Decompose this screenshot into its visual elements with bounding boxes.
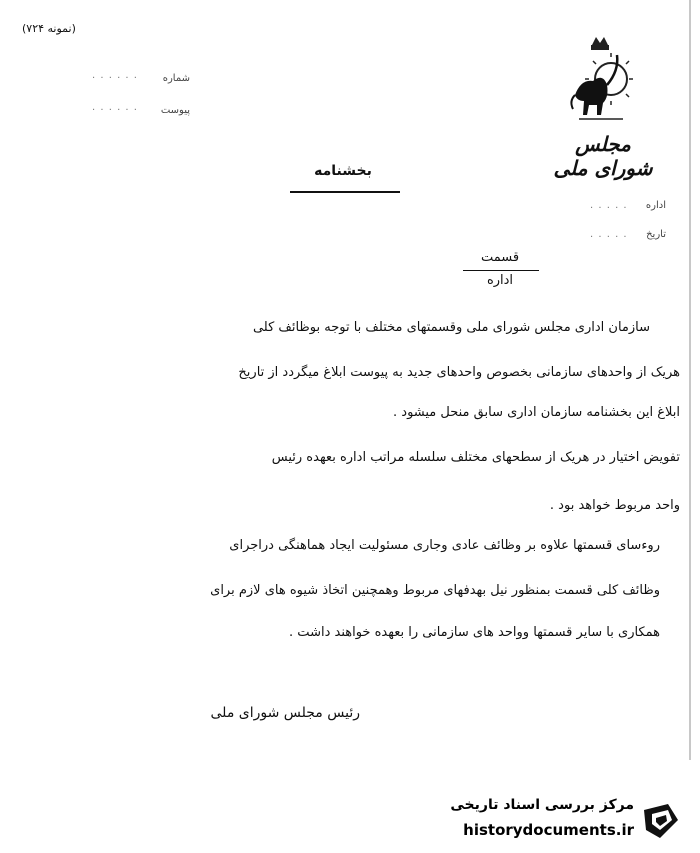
signature-line: رئیس مجلس شورای ملی [210,705,360,721]
body-line: همکاری با سایر قسمتها وواحد های سازمانی را بعهده خواهند داشت . [289,625,660,640]
body-line: ابلاغ این بخشنامه سازمان اداری سابق منحل میشود . [393,405,680,420]
watermark-url: historydocuments.ir [463,821,634,839]
section-sub-label: اداره [486,273,514,288]
attachment-dots: · · · · · · [92,105,138,116]
body-line: وظائف کلی قسمت بمنظور نیل بهدفهای مربوط وهمچنین اتخاذ شیوه های لازم برای [210,583,660,598]
body-line: واحد مربوط خواهد بود . [549,498,680,513]
office-dots: · · · · · [590,203,628,214]
section-label: قسمت [480,250,520,265]
lion-and-sun-emblem-icon [567,35,633,127]
body-line: هریک از واحدهای سازمانی بخصوص واحدهای جدید به پیوست ابلاغ میگردد از تاریخ [238,365,680,380]
office-label: اداره [645,200,666,211]
attachment-label: پیوست [160,105,190,116]
number-dots: · · · · · · [92,73,138,84]
form-number: (نمونه ۷۲۴) [22,22,76,35]
body-line: سازمان اداری مجلس شورای ملی وقسمتهای مختلف با توجه بوظائف کلی [252,320,650,335]
body-line: روءسای قسمتها علاوه بر وظائف عادی وجاری مسئولیت ایجاد هماهنگی دراجرای [229,538,660,553]
document-heading: بخشنامه [314,163,372,179]
page-edge-line [689,0,691,760]
parliament-title: مجلس شورای ملی [553,132,653,180]
heading-underline [290,191,400,193]
body-line: تفویض اختیار در هریک از سطحهای مختلف سلسله مراتب اداره بعهده رئیس [271,450,680,465]
archive-logo-icon [640,800,682,842]
date-label: تاریخ [646,229,666,240]
number-label: شماره [162,73,190,84]
section-rule [463,270,539,271]
date-dots: · · · · · [590,232,628,243]
watermark-name: مرکز بررسی اسناد تاریخی [450,797,634,813]
